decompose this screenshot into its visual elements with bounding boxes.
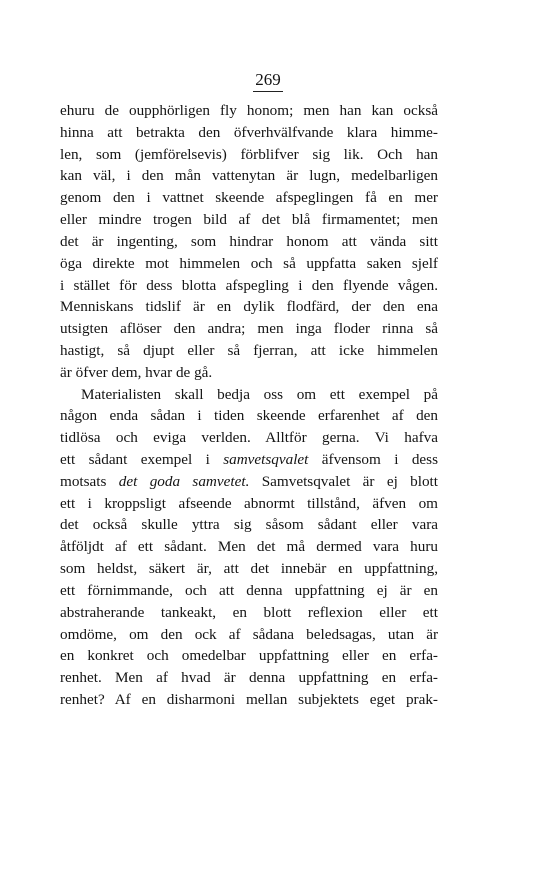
text-line: öga direkte mot himmelen och så uppfatta saken sjelf [60, 254, 438, 272]
text-line: kan väl, i den mån vattenytan är lugn, medelbarligen [60, 167, 438, 185]
text-line-with-emphasis [60, 449, 438, 471]
paragraph-first-line: Materialisten skall bedja oss om ett exempel på [81, 385, 438, 403]
text-line: någon enda sådan i tiden skeende erfarenhet af den [60, 407, 438, 425]
text-line: abstraherande tankeakt, en blott reflexion eller ett [60, 603, 438, 621]
text-line: i stället för dess blotta afspegling i den flyende vågen. [60, 276, 438, 294]
text-line: len, som (jemförelsevis) förblifver sig lik. Och han [60, 145, 438, 163]
paragraph-end-line: är öfver dem, hvar de gå. [60, 363, 213, 381]
text-line: genom den i vattnet skeende afspeglingen få en mer [60, 189, 438, 207]
emphasized-term: samvetsqvalet [223, 451, 309, 468]
page-number-text: 269 [253, 70, 283, 92]
text-line: ett förnimmande, och att denna uppfattning ej är en [60, 581, 438, 599]
text-line: ett i kroppsligt afseende abnormt tillstånd, äfven om [60, 494, 438, 512]
emphasized-term: det goda samvetet. [118, 472, 250, 490]
line-text: motsats [60, 472, 119, 490]
body-text [60, 100, 438, 711]
text-line: åtföljdt af ett sådant. Men det må dermed vara huru [60, 538, 438, 556]
line-text: ett sådant exempel i [60, 451, 224, 468]
text-line-with-emphasis [60, 471, 438, 493]
text-line: renhet. Men af hvad är denna uppfattning en erfa- [60, 669, 438, 687]
text-line: en konkret och omedelbar uppfattning eller en erfa- [60, 647, 438, 665]
line-text: Samvetsqvalet är ej blott [249, 472, 438, 490]
text-line: eller mindre trogen bild af det blå firmamentet; men [60, 211, 438, 229]
text-line: hastigt, så djupt eller så fjerran, att icke himmelen [60, 341, 438, 359]
text-line: utsigten aflöser den andra; men inga floder rinna så [60, 320, 438, 338]
line-text: äfvensom i dess [308, 451, 438, 468]
text-line: Menniskans tidslif är en dylik flodfärd, der den ena [60, 298, 438, 316]
text-line: omdöme, om den ock af sådana beledsagas, utan är [60, 625, 438, 643]
text-line: det är ingenting, som hindrar honom att vända sitt [60, 232, 438, 250]
text-line: renhet? Af en disharmoni mellan subjektets eget prak- [60, 690, 438, 708]
page-number [0, 70, 536, 92]
text-line: som heldst, säkert är, att det innebär en uppfattning, [60, 560, 438, 578]
text-line: hinna att betrakta den öfverhvälfvande klara himme- [60, 123, 438, 141]
text-line: tidlösa och eviga verlden. Alltför gerna. Vi hafva [60, 429, 438, 447]
text-line: ehuru de oupphörligen fly honom; men han kan också [60, 102, 438, 119]
text-line: det också skulle yttra sig såsom sådant eller vara [60, 516, 438, 534]
